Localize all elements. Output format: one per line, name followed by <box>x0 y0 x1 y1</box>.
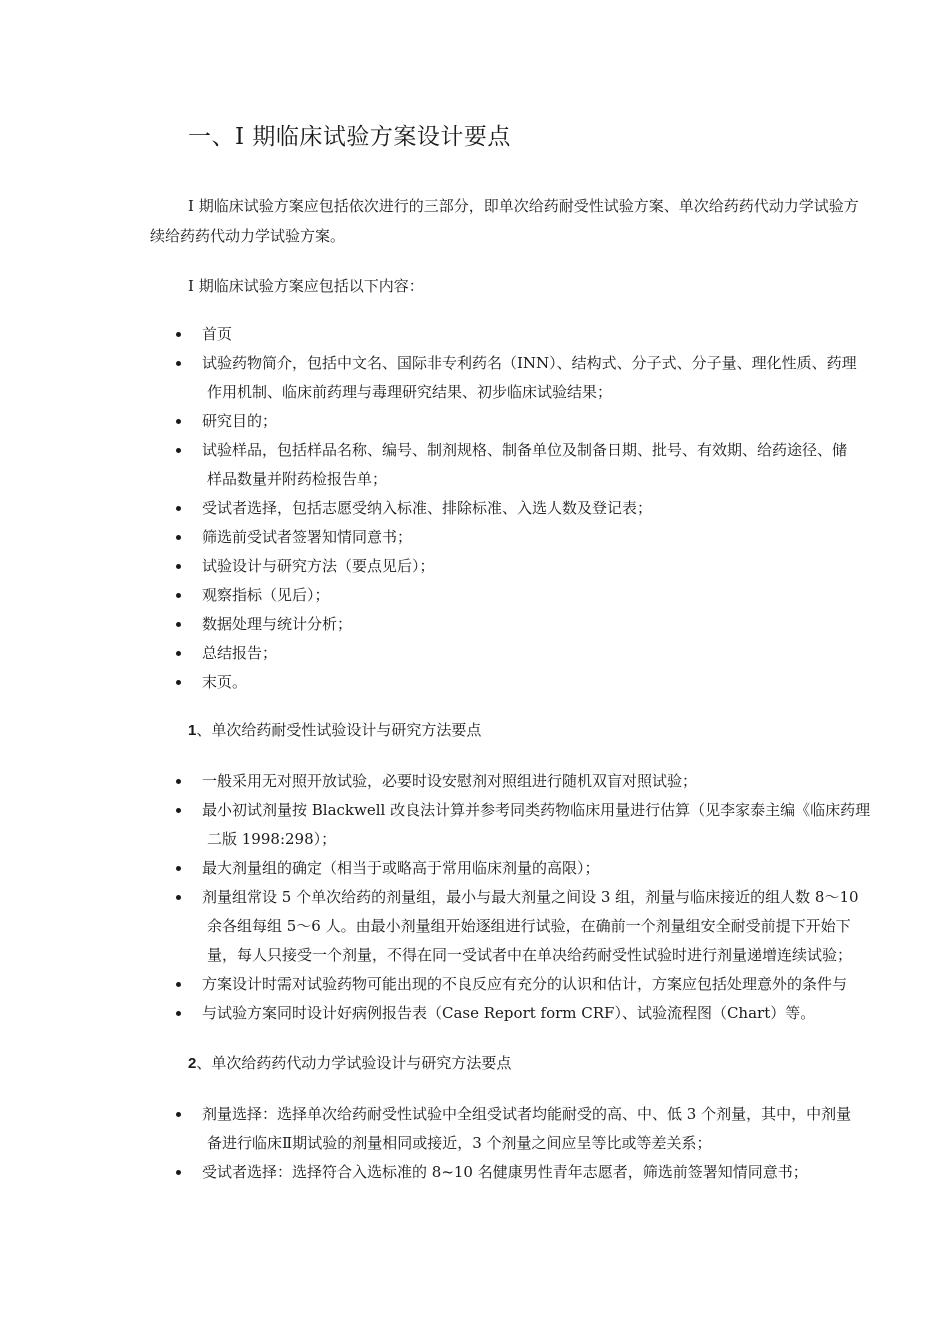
bullet-icon <box>176 779 181 784</box>
contents-intro: I 期临床试验方案应包括以下内容： <box>188 277 424 295</box>
section-2-heading <box>188 1048 511 1079</box>
list-item: 末页。 <box>176 668 950 697</box>
contents-list <box>176 320 950 697</box>
section-2-title: 、单次给药药代动力学试验设计与研究方法要点 <box>196 1054 512 1072</box>
list-item: 最大剂量组的确定（相当于或略高于常用临床剂量的高限）； <box>176 854 950 883</box>
bullet-icon <box>176 564 181 569</box>
section-2-number: 2 <box>188 1055 197 1072</box>
bullet-icon <box>176 506 181 511</box>
bullet-icon <box>176 808 181 813</box>
section-1-number: 1 <box>188 722 197 739</box>
bullet-icon <box>176 622 181 627</box>
intro-line-2: 续给药药代动力学试验方案。 <box>150 227 346 245</box>
bullet-icon <box>176 535 181 540</box>
section-1-title: 、单次给药耐受性试验设计与研究方法要点 <box>196 721 482 739</box>
list-item: 方案设计时需对试验药物可能出现的不良反应有充分的认识和估计，方案应包括处理意外的条件与 <box>176 970 950 999</box>
intro-paragraph <box>150 191 950 251</box>
bullet-icon <box>176 1011 181 1016</box>
bullet-icon <box>176 982 181 987</box>
bullet-icon <box>176 1112 181 1117</box>
bullet-icon <box>176 419 181 424</box>
list-item: 首页 <box>176 320 950 349</box>
section-1-heading <box>188 715 481 746</box>
list-item: 剂量选择：选择单次给药耐受性试验中全组受试者均能耐受的高、中、低 3 个剂量，其中，中剂量 备进行临床Ⅱ期试验的剂量相同或接近，3 个剂量之间应呈等比或等差关系； <box>176 1100 950 1158</box>
section-2-list <box>176 1100 950 1187</box>
bullet-icon <box>176 895 181 900</box>
bullet-icon <box>176 448 181 453</box>
bullet-icon <box>176 651 181 656</box>
intro-line-1: I 期临床试验方案应包括依次进行的三部分，即单次给药耐受性试验方案、单次给药药代动力学试验方 <box>188 197 859 215</box>
list-item: 数据处理与统计分析； <box>176 610 950 639</box>
list-item: 观察指标（见后）； <box>176 581 950 610</box>
list-item: 试验样品，包括样品名称、编号、制剂规格、制备单位及制备日期、批号、有效期、给药途径、储 样品数量并附药检报告单； <box>176 436 950 494</box>
list-item: 最小初试剂量按 Blackwell 改良法计算并参考同类药物临床用量进行估算（见李家泰主编《临床药理 二版 1998:298）； <box>176 796 950 854</box>
list-item: 试验药物简介，包括中文名、国际非专利药名（INN）、结构式、分子式、分子量、理化性质、药理 作用机制、临床前药理与毒理研究结果、初步临床试验结果； <box>176 349 950 407</box>
bullet-icon <box>176 593 181 598</box>
list-item: 受试者选择：选择符合入选标准的 8~10 名健康男性青年志愿者，筛选前签署知情同意书； <box>176 1158 950 1187</box>
list-item: 试验设计与研究方法（要点见后）； <box>176 552 950 581</box>
bullet-icon <box>176 332 181 337</box>
list-item: 与试验方案同时设计好病例报告表（Case Report form CRF）、试验流程图（Chart）等。 <box>176 999 950 1028</box>
list-item: 筛选前受试者签署知情同意书； <box>176 523 950 552</box>
document-title: 一、I 期临床试验方案设计要点 <box>188 124 511 150</box>
list-item: 剂量组常设 5 个单次给药的剂量组，最小与最大剂量之间设 3 组，剂量与临床接近的组人数 8～10 余各组每组 5～6 人。由最小剂量组开始逐组进行试验，在确前一个剂量组安全耐受前提下开始下 量，每人只接受一个剂量，不得在同一受试者中在单决给药耐受性试验时进行剂量递增连续试验； <box>176 883 950 970</box>
list-item: 受试者选择，包括志愿受纳入标准、排除标准、入选人数及登记表； <box>176 494 950 523</box>
bullet-icon <box>176 866 181 871</box>
section-1-list <box>176 767 950 1028</box>
bullet-icon <box>176 1170 181 1175</box>
list-item: 研究目的； <box>176 407 950 436</box>
list-item: 总结报告； <box>176 639 950 668</box>
bullet-icon <box>176 361 181 366</box>
list-item: 一般采用无对照开放试验，必要时设安慰剂对照组进行随机双盲对照试验； <box>176 767 950 796</box>
bullet-icon <box>176 680 181 685</box>
